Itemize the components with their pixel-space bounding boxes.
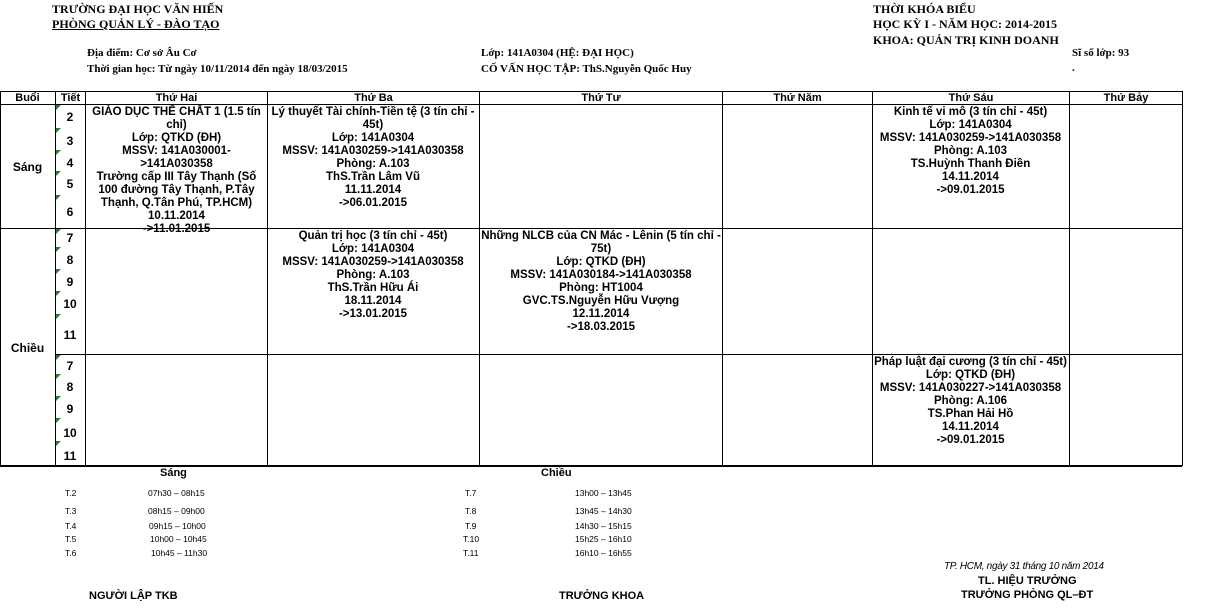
period-label: T.10: [463, 534, 480, 544]
grid-line: [0, 91, 1, 466]
course-cell-tuesday-afternoon[interactable]: [269, 230, 477, 352]
department-name: PHÒNG QUẢN LÝ - ĐÀO TẠO: [52, 17, 220, 31]
course-venue: Trường cấp III Tây Thạnh (Số 100 đường Tây Thạnh, P.Tây Thạnh, Q.Tân Phú, TP.HCM): [96, 171, 257, 209]
course-student-ids: MSSV: 141A030184->141A030358: [510, 269, 692, 281]
period-label: T.3: [65, 506, 77, 516]
creator-title: NGƯỜI LẬP TKB: [89, 590, 178, 602]
session-morning: Sáng: [12, 160, 43, 174]
period-number: 8: [66, 253, 74, 267]
cell-comment-marker: [56, 291, 61, 296]
col-header-monday: Thứ Hai: [155, 92, 198, 104]
col-header-tuesday: Thứ Ba: [354, 92, 393, 104]
faculty: KHOA: QUẢN TRỊ KINH DOANH: [873, 33, 1059, 47]
course-lecturer: TS.Phan Hải Hồ: [927, 408, 1014, 420]
cell-comment-marker: [56, 441, 61, 446]
rector-title: TL. HIỆU TRƯỞNG: [978, 575, 1077, 587]
period-number: 9: [66, 275, 74, 289]
col-header-thursday: Thứ Năm: [773, 92, 822, 104]
period-number: 7: [66, 359, 74, 373]
course-student-ids: MSSV: 141A030001->141A030358: [122, 145, 231, 170]
course-end-date: ->09.01.2015: [936, 434, 1005, 446]
course-cell-friday-morning[interactable]: [874, 106, 1067, 227]
cell-comment-marker: [56, 269, 61, 274]
period-time: 13h45 – 14h30: [575, 506, 632, 516]
period-time: 10h00 – 10h45: [150, 534, 207, 544]
course-room: Phòng: A.106: [933, 395, 1008, 407]
time-table-afternoon-title: Chiều: [541, 467, 572, 479]
grid-line: [872, 91, 873, 466]
period-number: 2: [66, 110, 74, 124]
period-number: 5: [66, 177, 74, 191]
course-end-date: ->06.01.2015: [338, 197, 408, 209]
course-cell-wednesday-afternoon[interactable]: [481, 230, 721, 352]
school-name: TRƯỜNG ĐẠI HỌC VĂN HIẾN: [52, 2, 224, 16]
period-time: 10h45 – 11h30: [151, 548, 208, 558]
cell-comment-marker: [56, 128, 61, 133]
dean-title: TRƯỞNG KHOA: [559, 590, 645, 602]
class-code: Lớp: 141A0304 (HỆ: ĐẠI HỌC): [481, 47, 634, 59]
grid-line: [56, 354, 1182, 355]
col-header-wednesday: Thứ Tư: [581, 92, 621, 104]
grid-line: [479, 91, 480, 466]
cell-comment-marker: [56, 374, 61, 379]
course-title: Kinh tế vi mô (3 tín chỉ - 45t): [893, 106, 1048, 118]
col-header-saturday: Thứ Bảy: [1103, 92, 1149, 104]
cell-comment-marker: [56, 105, 61, 110]
course-room: Phòng: HT1004: [559, 282, 643, 294]
period-number: 3: [66, 134, 74, 148]
course-class: Lớp: 141A0304: [929, 119, 1012, 131]
period-number: 8: [66, 380, 74, 394]
course-start-date: 18.11.2014: [344, 295, 402, 307]
period-time: 13h00 – 13h45: [575, 488, 632, 498]
cell-comment-marker: [56, 355, 61, 360]
cell-comment-marker: [56, 396, 61, 401]
course-end-date: ->11.01.2015: [142, 223, 211, 235]
period-time: 07h30 – 08h15: [148, 488, 205, 498]
time-range: Thời gian học: Từ ngày 10/11/2014 đến ngày 18/03/2015: [87, 63, 348, 75]
grid-line: [85, 91, 86, 466]
course-room: Phòng: A.103: [933, 145, 1008, 157]
period-time: 15h25 – 16h10: [575, 534, 632, 544]
course-lecturer: GVC.TS.Nguyễn Hữu Vượng: [522, 295, 680, 307]
semester: HỌC KỲ I - NĂM HỌC: 2014-2015: [873, 17, 1057, 31]
period-label: T.4: [65, 521, 77, 531]
period-time: 09h15 – 10h00: [149, 521, 206, 531]
course-room: Phòng: A.103: [336, 269, 410, 281]
course-student-ids: MSSV: 141A030259->141A030358: [879, 132, 1062, 144]
period-label: T.6: [65, 548, 77, 558]
time-table-morning-title: Sáng: [160, 467, 187, 479]
course-title: Lý thuyết Tài chính-Tiền tệ (3 tín chỉ - 45t): [271, 106, 475, 131]
sign-date: TP. HCM, ngày 31 tháng 10 năm 2014: [944, 561, 1104, 572]
location: Địa điểm: Cơ sở Âu Cơ: [87, 47, 197, 59]
cell-comment-marker: [56, 314, 61, 319]
course-start-date: 14.11.2014: [942, 421, 999, 433]
course-class: Lớp: QTKD (ĐH): [131, 132, 222, 144]
grid-line: [267, 91, 268, 466]
course-cell-tuesday-morning[interactable]: [269, 106, 477, 227]
period-number: 4: [66, 156, 74, 170]
course-title: Những NLCB của CN Mác - Lênin (5 tín chỉ - 75t): [481, 230, 721, 255]
period-number: 11: [63, 328, 77, 342]
course-lecturer: TS.Huỳnh Thanh Điền: [910, 158, 1031, 170]
grid-line: [722, 91, 723, 466]
cell-comment-marker: [56, 150, 61, 155]
course-start-date: 10.11.2014: [148, 210, 205, 222]
course-title: GIÁO DỤC THỂ CHẤT 1 (1.5 tín chỉ): [92, 106, 261, 131]
course-student-ids: MSSV: 141A030259->141A030358: [282, 256, 464, 268]
head-office-title: TRƯỞNG PHÒNG QL–ĐT: [961, 589, 1094, 601]
course-student-ids: MSSV: 141A030259->141A030358: [282, 145, 464, 157]
period-label: T.9: [465, 521, 477, 531]
course-end-date: ->13.01.2015: [338, 308, 408, 320]
doc-title: THỜI KHÓA BIỂU: [873, 2, 976, 16]
course-class: Lớp: QTKD (ĐH): [556, 256, 646, 268]
period-number: 6: [66, 205, 74, 219]
grid-line: [1069, 91, 1070, 466]
cell-comment-marker: [56, 229, 61, 234]
course-class: Lớp: 141A0304: [331, 243, 415, 255]
period-number: 9: [66, 402, 74, 416]
course-class: Lớp: QTKD (ĐH): [925, 369, 1016, 381]
course-lecturer: ThS.Trần Hữu Ái: [327, 282, 419, 294]
course-end-date: ->09.01.2015: [936, 184, 1005, 196]
session-afternoon: Chiều: [10, 341, 45, 355]
course-start-date: 11.11.2014: [344, 184, 402, 196]
course-cell-friday-afternoon[interactable]: [874, 356, 1067, 464]
period-label: T.2: [65, 488, 77, 498]
period-label: T.7: [465, 488, 477, 498]
cell-comment-marker: [56, 195, 61, 200]
period-number: 10: [63, 297, 77, 311]
col-header-session: Buổi: [15, 92, 40, 104]
course-lecturer: ThS.Trần Lâm Vũ: [326, 171, 420, 183]
period-number: 10: [63, 426, 77, 440]
course-room: Phòng: A.103: [336, 158, 410, 170]
advisor: CỐ VẤN HỌC TẬP: ThS.Nguyễn Quốc Huy: [481, 63, 692, 75]
course-start-date: 12.11.2014: [572, 308, 630, 320]
period-number: 11: [63, 449, 77, 463]
period-time: 08h15 – 09h00: [148, 506, 205, 516]
class-size: Sĩ số lớp: 93: [1072, 47, 1130, 59]
grid-line: [1182, 91, 1183, 466]
period-label: T.5: [65, 534, 77, 544]
course-start-date: 14.11.2014: [942, 171, 999, 183]
period-time: 14h30 – 15h15: [575, 521, 632, 531]
course-student-ids: MSSV: 141A030227->141A030358: [879, 382, 1062, 394]
period-label: T.8: [465, 506, 477, 516]
cell-comment-marker: [56, 171, 61, 176]
col-header-friday: Thứ Sáu: [948, 92, 994, 104]
dot-mark: .: [1072, 62, 1075, 74]
cell-comment-marker: [56, 247, 61, 252]
course-cell-monday-morning[interactable]: [88, 106, 265, 235]
period-number: 7: [66, 231, 74, 245]
cell-comment-marker: [56, 418, 61, 423]
course-title: Pháp luật đại cương (3 tín chỉ - 45t): [874, 356, 1067, 368]
col-header-period: Tiết: [60, 92, 81, 104]
course-end-date: ->18.03.2015: [566, 321, 636, 333]
course-title: Quản trị học (3 tín chỉ - 45t): [298, 230, 448, 242]
period-time: 16h10 – 16h55: [575, 548, 632, 558]
course-class: Lớp: 141A0304: [331, 132, 415, 144]
period-label: T.11: [463, 548, 479, 558]
